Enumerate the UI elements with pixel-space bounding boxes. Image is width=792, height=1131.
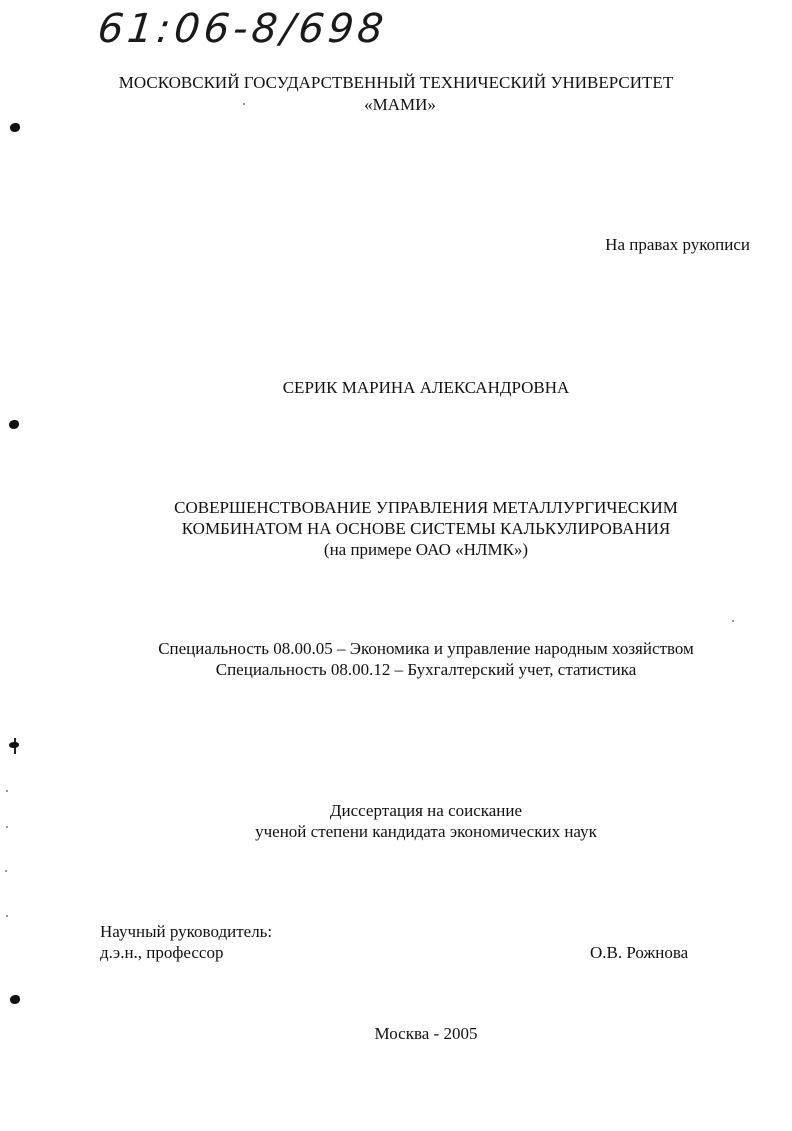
specialty-1: Специальность 08.00.05 – Экономика и управление народным хозяйством bbox=[158, 639, 694, 658]
binding-mark bbox=[10, 995, 20, 1004]
supervisor-name: О.В. Рожнова bbox=[590, 943, 689, 962]
dissertation-line-1: Диссертация на соискание bbox=[329, 801, 523, 820]
scan-speck bbox=[5, 870, 7, 872]
author-name: СЕРИК МАРИНА АЛЕКСАНДРОВНА bbox=[282, 378, 570, 397]
university-abbreviation: «МАМИ» bbox=[364, 95, 436, 114]
place-year: Москва - 2005 bbox=[374, 1024, 478, 1043]
binding-mark bbox=[9, 420, 19, 429]
binding-mark bbox=[10, 123, 20, 132]
scan-speck bbox=[6, 915, 8, 917]
title-line-2: КОМБИНАТОМ НА ОСНОВЕ СИСТЕМЫ КАЛЬКУЛИРОВАНИЯ bbox=[181, 519, 671, 538]
scan-speck bbox=[6, 826, 8, 828]
scan-speck bbox=[243, 103, 245, 105]
rights-note: На правах рукописи bbox=[605, 235, 750, 254]
title-line-3: (на примере ОАО «НЛМК») bbox=[323, 540, 529, 559]
dissertation-line-2: ученой степени кандидата экономических наук bbox=[255, 822, 597, 841]
university-name: МОСКОВСКИЙ ГОСУДАРСТВЕННЫЙ ТЕХНИЧЕСКИЙ УНИВЕРСИТЕТ bbox=[118, 73, 674, 92]
title-line-1: СОВЕРШЕНСТВОВАНИЕ УПРАВЛЕНИЯ МЕТАЛЛУРГИЧЕСКИМ bbox=[174, 498, 678, 517]
specialty-2: Специальность 08.00.12 – Бухгалтерский учет, статистика bbox=[215, 660, 637, 679]
supervisor-label: Научный руководитель: bbox=[100, 922, 273, 941]
scan-speck bbox=[6, 790, 8, 792]
scan-speck bbox=[732, 620, 734, 622]
binding-mark bbox=[9, 742, 19, 748]
supervisor-degree: д.э.н., профессор bbox=[100, 943, 224, 962]
archive-code-handwritten: 61:06-8/698 bbox=[95, 6, 390, 52]
